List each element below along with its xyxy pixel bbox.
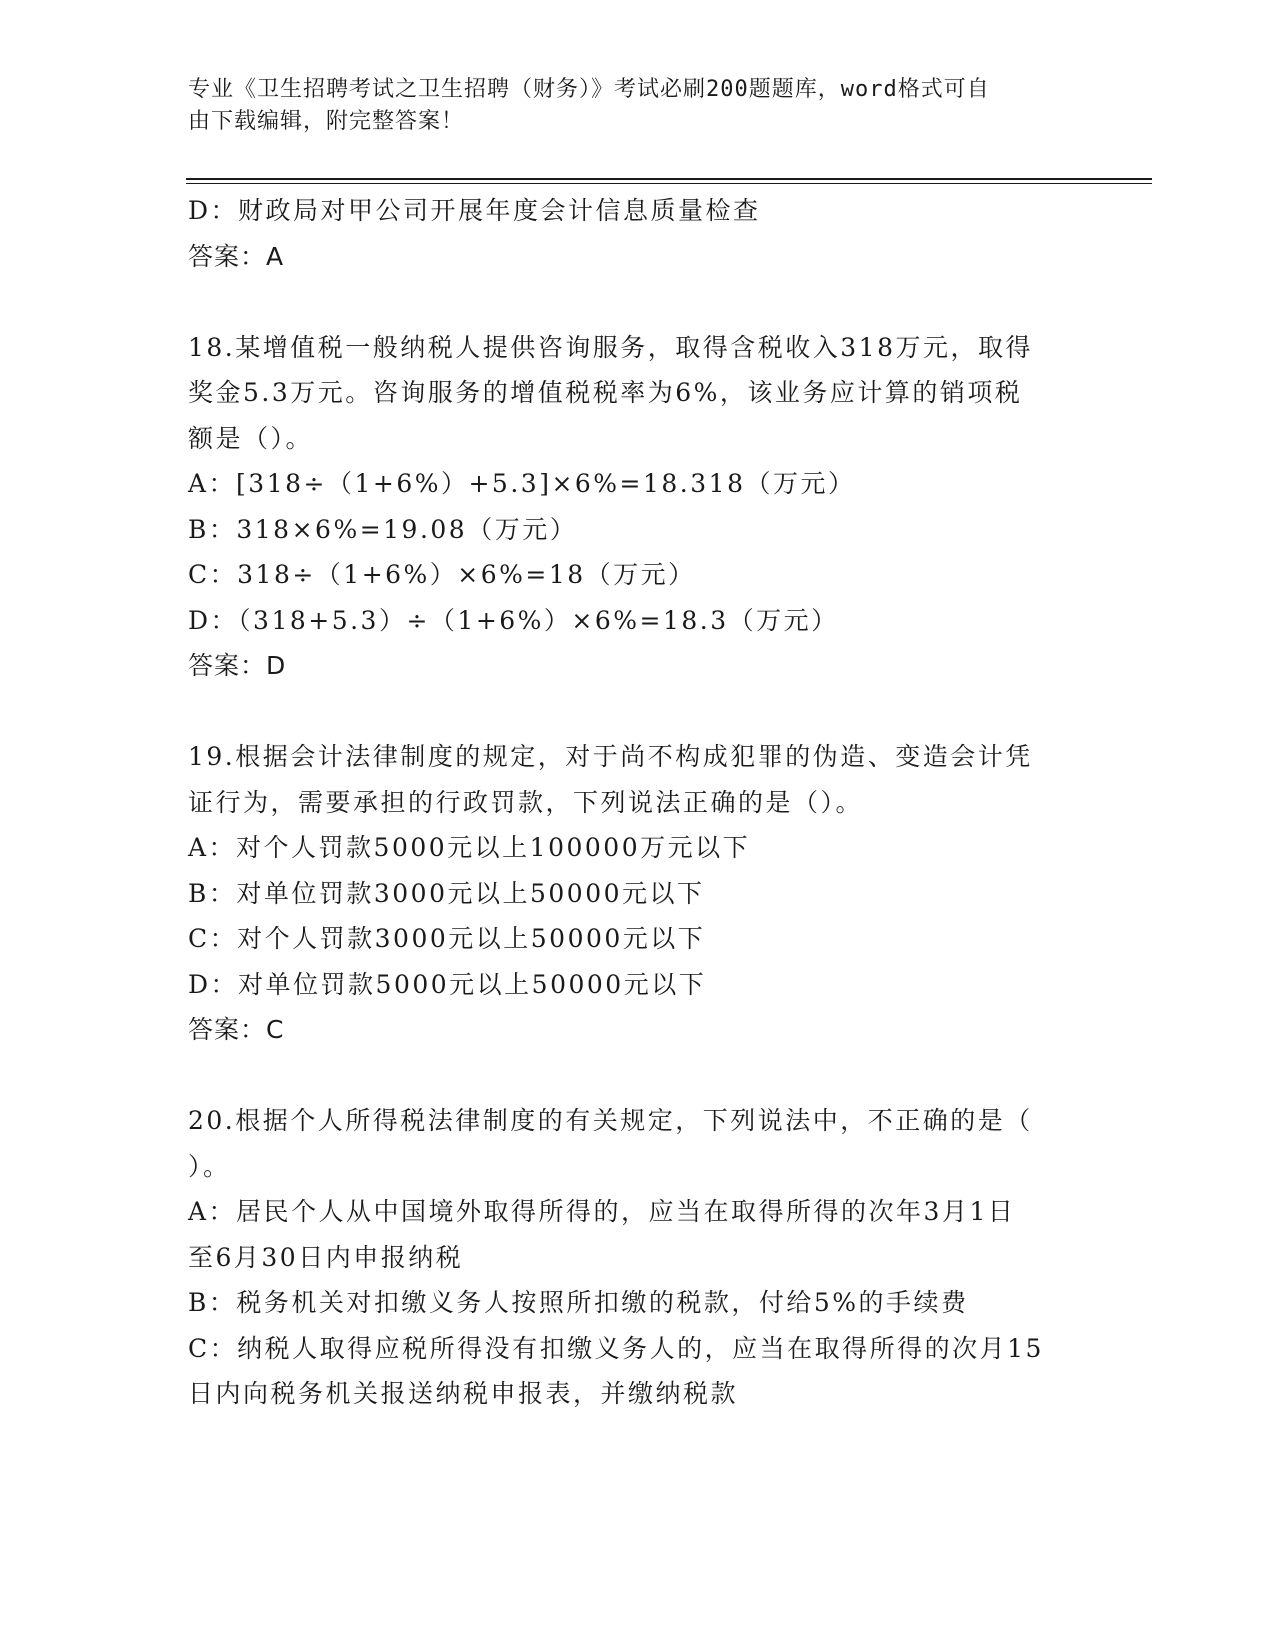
header-divider (186, 178, 1152, 180)
question-stem-line: 额是（）。 (188, 423, 314, 453)
header-divider-thin (186, 183, 1152, 184)
answer-line: 答案：C (188, 1015, 285, 1044)
spacer (188, 1053, 1088, 1099)
option-b: B：318×6%=19.08（万元） (188, 514, 578, 544)
question-stem-line: 19.根据会计法律制度的规定，对于尚不构成犯罪的伪造、变造会计凭 (188, 742, 1033, 771)
question-stem-line: ）。 (188, 1151, 231, 1181)
option-d: D：对单位罚款5000元以上50000元以下 (188, 969, 707, 999)
option-d: D：财政局对甲公司开展年度会计信息质量检查 (188, 196, 761, 225)
option-d: D：（318+5.3）÷（1+6%）×6%=18.3（万元） (188, 605, 839, 635)
document-header (188, 74, 1068, 138)
option-c: C：318÷（1+6%）×6%=18（万元） (188, 560, 696, 589)
question-20 (188, 1098, 1088, 1417)
option-c: C：纳税人取得应税所得没有扣缴义务人的，应当在取得所得的次月15 (188, 1333, 1044, 1363)
header-line: 由下载编辑，附完整答案！ (188, 109, 465, 134)
question-stem-line: 20.根据个人所得税法律制度的有关规定，下列说法中，不正确的是（ (188, 1106, 1033, 1135)
option-a: A：对个人罚款5000元以上100000万元以下 (188, 833, 751, 862)
question-stem-line: 证行为，需要承担的行政罚款，下列说法正确的是（）。 (188, 787, 864, 817)
question-18 (188, 325, 1088, 689)
answer-line: 答案：D (188, 651, 287, 680)
option-b: B：对单位罚款3000元以上50000元以下 (188, 878, 705, 908)
header-line: 专业《卫生招聘考试之卫生招聘（财务）》考试必刷200题题库，word格式可自 (188, 77, 990, 102)
option-c-continued: 日内向税务机关报送纳税申报表，并缴纳税款 (188, 1379, 739, 1408)
option-a: A：居民个人从中国境外取得所得的，应当在取得所得的次年3月1日 (188, 1197, 1016, 1226)
spacer (188, 689, 1088, 735)
spacer (188, 279, 1088, 325)
question-stem-line: 18.某增值税一般纳税人提供咨询服务，取得含税收入318万元，取得 (188, 332, 1033, 362)
option-b: B：税务机关对扣缴义务人按照所扣缴的税款，付给5%的手续费 (188, 1288, 969, 1317)
option-c: C：对个人罚款3000元以上50000元以下 (188, 924, 706, 953)
option-a: A：[318÷（1+6%）+5.3]×6%=18.318（万元） (188, 469, 856, 498)
question-stem-line: 奖金5.3万元。咨询服务的增值税税率为6%，该业务应计算的销项税 (188, 378, 1023, 407)
answer-line: 答案：A (188, 241, 285, 271)
option-a-continued: 至6月30日内申报纳税 (188, 1242, 464, 1272)
question-19 (188, 734, 1088, 1053)
question-body (188, 188, 1088, 1417)
